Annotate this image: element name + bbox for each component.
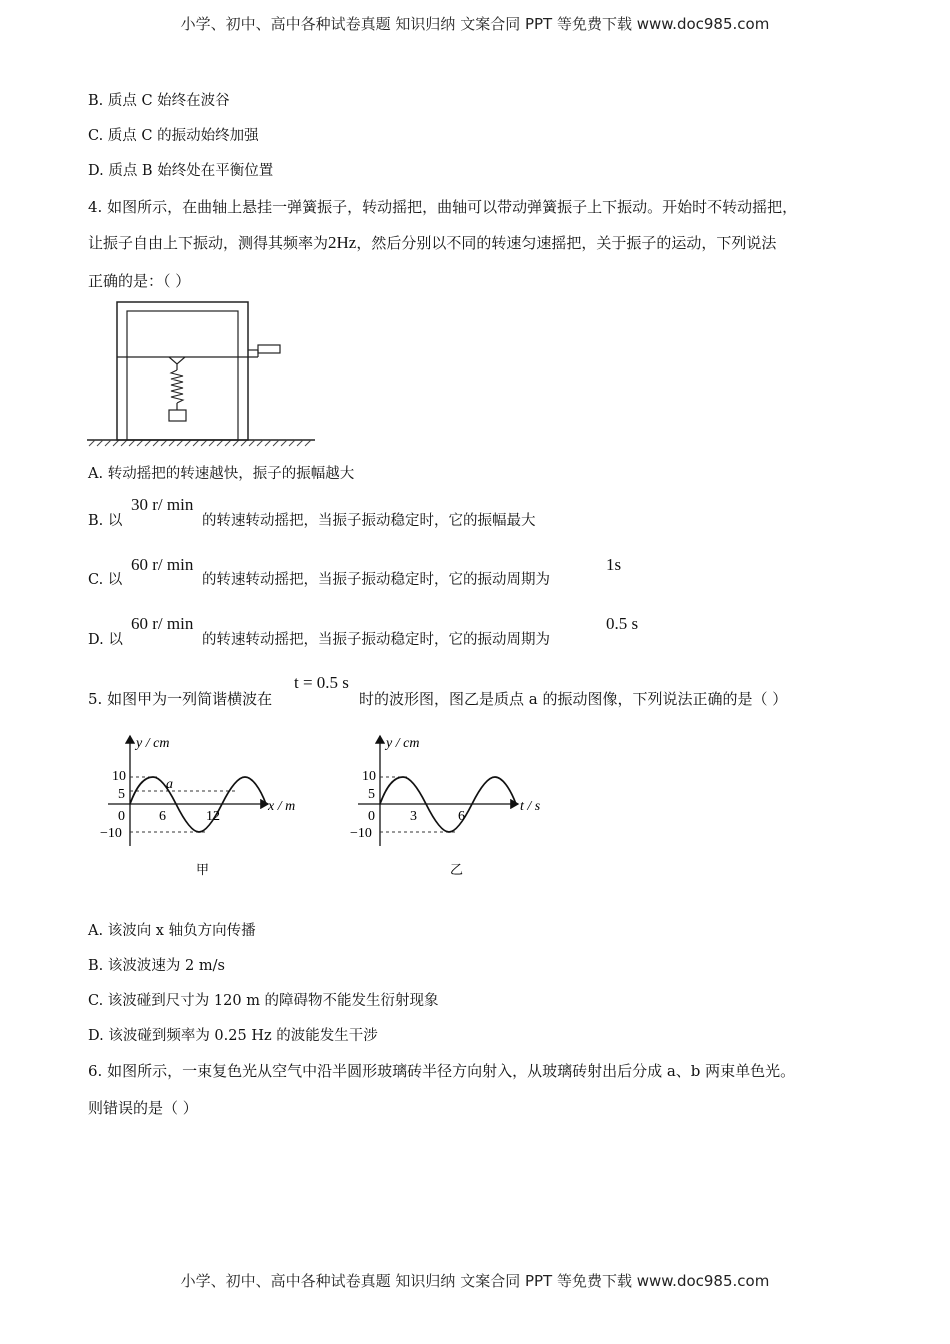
q4-option-b-math: 30 r/ min xyxy=(131,495,194,514)
q4-stem-line2-a: 让振子自由上下振动，测得其频率为 xyxy=(88,234,329,252)
q4-option-b-text: 的转速转动摇把，当振子振动稳定时，它的振幅最大 xyxy=(202,513,536,529)
q4-option-d-math: 60 r/ min xyxy=(131,614,194,633)
jia-xlabel: x / m xyxy=(268,799,296,814)
jia-caption: 甲 xyxy=(196,862,210,877)
jia-yneg10-label: −10 xyxy=(100,826,122,841)
q5-time-math: t = 0.5 s xyxy=(294,673,349,692)
q4-option-b-prefix: B. 以 xyxy=(88,513,123,529)
yi-ylabel: y / cm xyxy=(386,736,420,751)
jia-y5-label: 5 xyxy=(118,787,125,802)
q3-option-c: C. 质点 C 的振动始终加强 xyxy=(88,128,259,144)
q5-option-c: C. 该波碰到尺寸为 120 m 的障碍物不能发生衍射现象 xyxy=(88,993,439,1009)
spring-oscillator-figure xyxy=(85,298,320,450)
q5-stem-prefix: 5. 如图甲为一列简谐横波在 xyxy=(88,690,273,708)
yi-x6-label: 6 xyxy=(458,809,465,824)
jia-y10-label: 10 xyxy=(112,769,126,784)
q5-stem-text: 时的波形图，图乙是质点 a 的振动图像，下列说法正确的是（ ） xyxy=(359,690,788,708)
q4-stem-line3: 正确的是：（ ） xyxy=(88,272,191,290)
jia-x6-label: 6 xyxy=(159,809,166,824)
yi-caption: 乙 xyxy=(450,862,464,877)
jia-origin-label: 0 xyxy=(118,809,125,824)
yi-yneg10-label: −10 xyxy=(350,826,372,841)
jia-ylabel: y / cm xyxy=(136,736,170,751)
q4-stem-line2-b: ，然后分别以不同的转速匀速摇把，关于振子的运动，下列说法 xyxy=(356,234,777,252)
q4-option-d-text: 的转速转动摇把，当振子振动稳定时，它的振动周期为 xyxy=(202,632,550,648)
q5-option-a: A. 该波向 x 轴负方向传播 xyxy=(88,923,256,939)
q6-stem-line2: 则错误的是（ ） xyxy=(88,1099,198,1117)
q5-option-d: D. 该波碰到频率为 0.25 Hz 的波能发生干涉 xyxy=(88,1028,378,1044)
q6-stem-line1: 6. 如图所示，一束复色光从空气中沿半圆形玻璃砖半径方向射入，从玻璃砖射出后分成 a、b 两束单色光。 xyxy=(88,1062,796,1080)
yi-y5-label: 5 xyxy=(368,787,375,802)
jia-point-a-label: a xyxy=(166,777,173,792)
q3-option-b: B. 质点 C 始终在波谷 xyxy=(88,93,230,109)
page-footer: 小学、初中、高中各种试卷真题 知识归纳 文案合同 PPT 等免费下载 www.doc985.com xyxy=(180,1272,770,1290)
vibration-graph-yi xyxy=(348,728,558,878)
q4-option-c-math: 60 r/ min xyxy=(131,555,194,574)
q4-option-d-prefix: D. 以 xyxy=(88,632,123,648)
yi-x3-label: 3 xyxy=(410,809,417,824)
page-header: 小学、初中、高中各种试卷真题 知识归纳 文案合同 PPT 等免费下载 www.doc985.com xyxy=(180,15,770,33)
q4-option-a: A. 转动摇把的转速越快，振子的振幅越大 xyxy=(88,466,355,482)
jia-x12-label: 12 xyxy=(206,809,220,824)
q4-option-c-prefix: C. 以 xyxy=(88,572,123,588)
q4-stem-line2 xyxy=(88,233,776,253)
yi-xlabel: t / s xyxy=(520,799,541,814)
q3-option-d: D. 质点 B 始终处在平衡位置 xyxy=(88,163,274,179)
wave-graph-jia xyxy=(98,728,308,878)
yi-origin-label: 0 xyxy=(368,809,375,824)
q5-option-b: B. 该波波速为 2 m/s xyxy=(88,958,225,974)
q4-option-c-value: 1s xyxy=(606,555,622,574)
q4-option-c-text: 的转速转动摇把，当振子振动稳定时，它的振动周期为 xyxy=(202,572,550,588)
q4-frequency: 2Hz xyxy=(328,233,357,252)
q4-stem-line1: 4. 如图所示，在曲轴上悬挂一弹簧振子，转动摇把，曲轴可以带动弹簧振子上下振动。开始时不转动摇把， xyxy=(88,198,798,216)
yi-y10-label: 10 xyxy=(362,769,376,784)
q4-option-d-value: 0.5 s xyxy=(606,614,639,633)
